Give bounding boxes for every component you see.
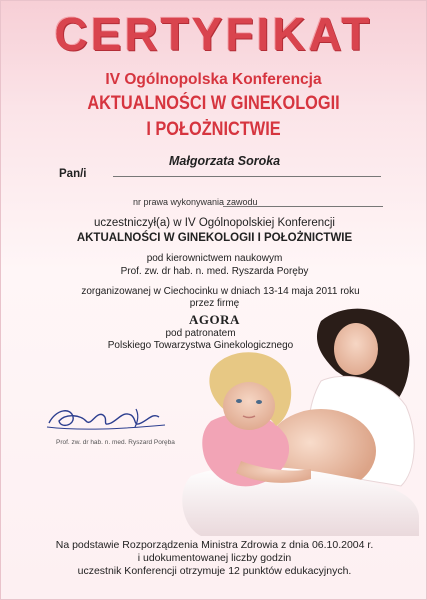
recipient-name: Małgorzata Soroka	[169, 154, 281, 168]
company-logo: AGORA	[189, 312, 240, 327]
pan-label: Pan/i	[59, 168, 87, 180]
license-underline	[223, 206, 383, 207]
patron-name: Polskiego Towarzystwa Ginekologicznego	[107, 340, 294, 351]
conference-line-2: AKTUALNOŚCI W GINEKOLOGII	[87, 93, 340, 114]
footer-line-3: uczestnik Konferencji otrzymuje 12 punktów edukacyjnych.	[77, 565, 352, 577]
footer-line-2: i udokumentowanej liczby godzin	[137, 552, 292, 564]
organized-text: zorganizowanej w Ciechocinku w dniach 13-14 maja 2011 roku	[81, 286, 360, 297]
footer-line-1: Na podstawie Rozporządzenia Ministra Zdrowia z dnia 06.10.2004 r.	[55, 539, 374, 551]
name-underline	[113, 176, 381, 177]
conference-line-1: IV Ogólnopolska Konferencja	[105, 71, 322, 88]
patronage-label: pod patronatem	[165, 328, 236, 339]
certificate-title: CERTYFIKAT	[54, 8, 373, 60]
signature-image	[41, 401, 171, 435]
mother-child-photo	[171, 301, 421, 536]
by-company-label: przez firmę	[189, 298, 240, 309]
conference-full-name: AKTUALNOŚCI W GINEKOLOGII I POŁOŻNICTWIE	[76, 232, 353, 244]
supervision-label: pod kierownictwem naukowym	[146, 253, 283, 264]
participated-text: uczestniczył(a) w IV Ogólnopolskiej Konferencji	[94, 217, 335, 229]
license-label: nr prawa wykonywania zawodu	[133, 197, 258, 207]
signature-caption: Prof. zw. dr hab. n. med. Ryszard Poręba	[56, 439, 175, 446]
conference-line-3: I POŁOŻNICTWIE	[146, 119, 281, 140]
supervisor-name: Prof. zw. dr hab. n. med. Ryszarda Poręby	[120, 266, 309, 277]
